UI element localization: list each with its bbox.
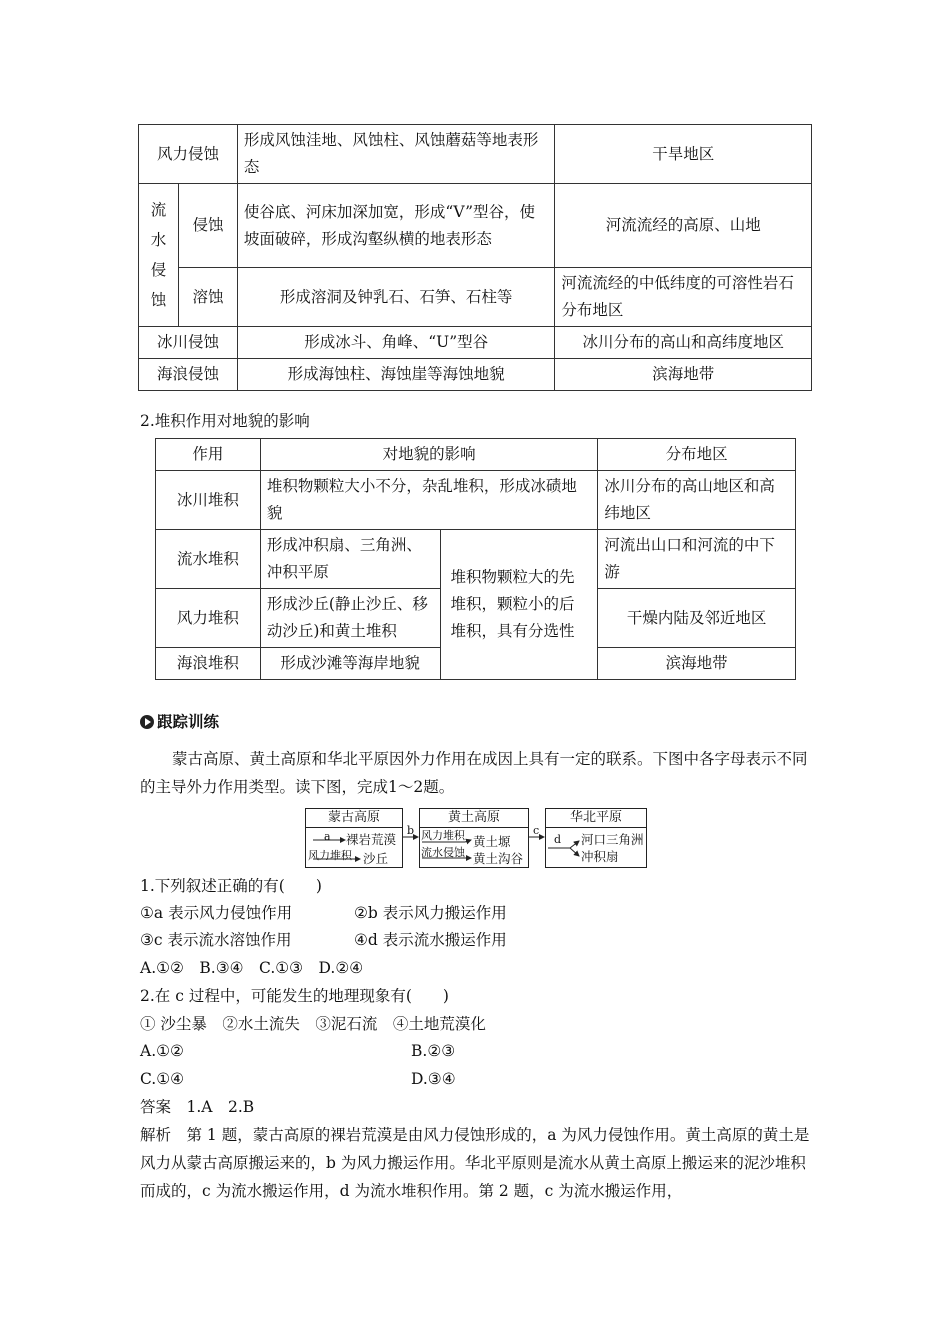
label-b: 风力堆积 [308,849,352,862]
q2-choice-c: C.①④ [140,1070,185,1088]
header-cell: 对地貌的影响 [260,439,598,471]
row-name: 侵蚀 [178,184,237,268]
q2-stem: 2.在 c 过程中，可能发生的地理现象有( ) [140,987,449,1005]
row-name: 冰川堆积 [156,471,261,530]
play-icon [140,715,154,729]
result: 黄土塬 [473,834,511,849]
q1-option: ③c 表示流水溶蚀作用 [140,931,292,949]
erosion-table [138,124,812,391]
q1-option: ④d 表示流水搬运作用 [354,931,507,949]
box-title: 黄土高原 [420,809,528,828]
row-effect: 形成风蚀洼地、风蚀柱、风蚀蘑菇等地表形态 [237,125,555,184]
row-area: 河流流经的中低纬度的可溶性岩石分布地区 [555,268,812,327]
result: 裸岩荒漠 [346,832,397,847]
header-cell: 分布地区 [598,439,796,471]
q1-stem: 1.下列叙述正确的有( ) [140,877,322,895]
section-title: 2.堆积作用对地貌的影响 [140,412,310,430]
row-area: 冰川分布的高山地区和高纬地区 [598,471,796,530]
result: 黄土沟谷 [473,851,524,866]
row-area: 干燥内陆及邻近地区 [598,589,796,648]
row-area: 滨海地带 [598,648,796,680]
row-area: 滨海地带 [555,359,812,391]
practice-intro: 蒙古高原、黄土高原和华北平原因外力作用在成因上具有一定的联系。下图中各字母表示不同的主导外力作用类型。读下图，完成1～2题。 [140,750,808,796]
q2-choice-d: D.③④ [411,1070,456,1088]
q1-option: ②b 表示风力搬运作用 [354,904,507,922]
q2-choice-a: A.①② [140,1042,184,1060]
row-effect: 堆积物颗粒大小不分，杂乱堆积，形成冰碛地貌 [260,471,598,530]
row-name: 溶蚀 [178,268,237,327]
row-name: 流水堆积 [156,530,261,589]
row-area: 冰川分布的高山和高纬度地区 [555,327,812,359]
result: 沙丘 [363,851,389,866]
link-c: c [533,824,540,837]
result: 冲积扇 [581,849,619,864]
group-label: 流水侵蚀 [139,184,179,327]
label-d: d [554,833,562,846]
row-name: 风力堆积 [156,589,261,648]
diagram-arrows [305,808,647,868]
row-name: 冰川侵蚀 [139,327,238,359]
row-effect: 形成冰斗、角峰、“U”型谷 [237,327,555,359]
process-diagram [305,808,647,868]
answer: 答案 1.A 2.B [140,1098,255,1116]
deposition-table [155,438,796,680]
row-effect: 形成沙丘(静止沙丘、移动沙丘)和黄土堆积 [260,589,440,648]
link-b: b [407,824,415,837]
row-area: 河流流经的高原、山地 [555,184,812,268]
header-cell: 作用 [156,439,261,471]
row-effect: 形成海蚀柱、海蚀崖等海蚀地貌 [237,359,555,391]
practice-heading: 跟踪训练 [140,709,219,736]
analysis: 解析 第 1 题，蒙古高原的裸岩荒漠是由风力侵蚀形成的，a 为风力侵蚀作用。黄土高原的黄土是风力从蒙古高原搬运来的，b 为风力搬运作用。华北平原则是流水从黄土高原上搬运来的泥沙堆积而成的，c 为流水搬运作用，d 为流水堆积作用。第 2 题，c 为流水搬运作用， [140,1126,810,1200]
row-effect: 形成冲积扇、三角洲、冲积平原 [260,530,440,589]
row-effect: 形成沙滩等海岸地貌 [260,648,440,680]
label-a: a [324,830,331,843]
row-effect: 使谷底、河床加深加宽，形成“V”型谷，使坡面破碎，形成沟壑纵横的地表形态 [237,184,555,268]
label: 流水侵蚀 [421,846,465,859]
result: 河口三角洲 [581,832,644,847]
q2-items: ① 沙尘暴 ②水土流失 ③泥石流 ④土地荒漠化 [140,1015,486,1033]
box-title: 华北平原 [546,809,646,828]
q1-choices: A.①② B.③④ C.①③ D.②④ [140,959,364,977]
row-name: 风力侵蚀 [139,125,238,184]
row-effect: 形成溶洞及钟乳石、石笋、石柱等 [237,268,555,327]
row-name: 海浪侵蚀 [139,359,238,391]
box-title: 蒙古高原 [306,809,402,828]
row-area: 河流出山口和河流的中下游 [598,530,796,589]
label: 风力堆积 [421,829,465,842]
row-name: 海浪堆积 [156,648,261,680]
q1-option: ①a 表示风力侵蚀作用 [140,904,293,922]
merged-note: 堆积物颗粒大的先堆积，颗粒小的后堆积，具有分选性 [440,530,598,680]
q2-choice-b: B.②③ [411,1042,456,1060]
row-area: 干旱地区 [555,125,812,184]
